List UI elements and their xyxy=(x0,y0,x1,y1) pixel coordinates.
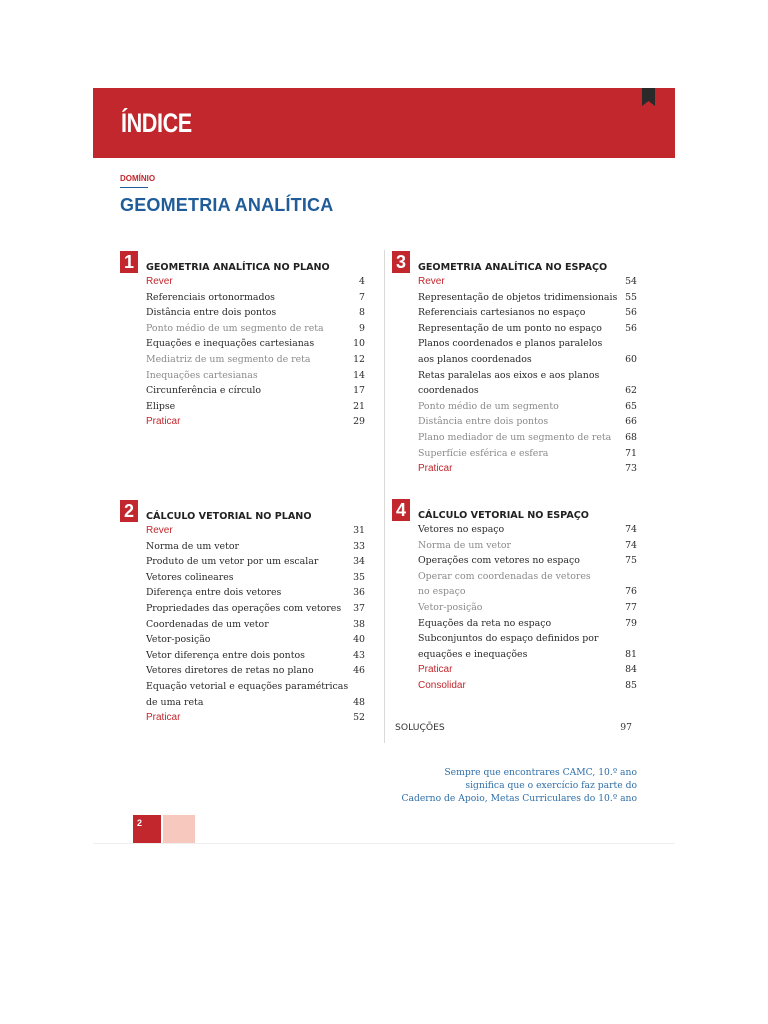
toc-entry-page: 74 xyxy=(625,524,637,535)
toc-entry-label: Praticar xyxy=(418,463,453,475)
toc-entry[interactable] xyxy=(418,678,637,694)
toc-entry[interactable] xyxy=(418,584,637,600)
toc-entry-label: equações e inequações xyxy=(418,648,528,660)
toc-entry-page: 12 xyxy=(353,353,365,365)
toc-entry-page: 36 xyxy=(353,587,365,599)
toc-entry-label: Praticar xyxy=(146,416,181,428)
toc-entry-label: Representação de objetos tridimensionais xyxy=(418,291,618,303)
toc-entry-label: Vetores colineares xyxy=(146,571,234,583)
toc-entry[interactable] xyxy=(146,679,365,695)
toc-entry-label: Distância entre dois pontos xyxy=(146,307,277,319)
toc-entry[interactable] xyxy=(418,616,637,632)
toc-entry-page: 65 xyxy=(625,400,637,412)
toc-entry[interactable] xyxy=(418,383,637,399)
toc-entry[interactable] xyxy=(146,663,365,679)
toc-entry-label: Rever xyxy=(146,525,173,536)
toc-entry-label: Elipse xyxy=(146,400,176,412)
toc-entry-label: Norma de um vetor xyxy=(146,540,239,552)
toc-entry[interactable] xyxy=(146,710,365,726)
toc-entry[interactable] xyxy=(146,383,365,399)
toc-entry-label: Consolidar xyxy=(418,679,466,691)
toc-entry-page: 38 xyxy=(353,618,365,630)
toc-entry[interactable] xyxy=(146,274,365,290)
toc-entry[interactable] xyxy=(418,569,637,585)
toc-entry-page: 33 xyxy=(353,540,365,552)
toc-entry-page: 21 xyxy=(353,400,365,412)
toc-entry[interactable] xyxy=(418,522,637,538)
toc-entry-label: Praticar xyxy=(418,664,453,676)
toc-entry[interactable] xyxy=(418,274,637,290)
toc-entry-label: Equações da reta no espaço xyxy=(418,617,552,629)
toc-entry[interactable] xyxy=(418,553,637,569)
toc-entry-label: Representação de um ponto no espaço xyxy=(418,322,602,334)
toc-entry-page: 7 xyxy=(359,291,365,303)
column-divider xyxy=(384,250,385,743)
toc-entry-page: 14 xyxy=(353,369,365,381)
toc-entry-label: Coordenadas de um vetor xyxy=(146,618,269,630)
toc-entry-page: 10 xyxy=(353,338,365,350)
toc-entry-label: Ponto médio de um segmento xyxy=(418,400,559,412)
toc-entry[interactable] xyxy=(146,523,365,539)
toc-entry-label: Vetores diretores de retas no plano xyxy=(146,665,314,677)
toc-entry-label: Vetor-posição xyxy=(146,634,211,646)
toc-entry[interactable] xyxy=(146,554,365,570)
toc-entry-label: de uma reta xyxy=(146,696,204,708)
toc-entry-page: 74 xyxy=(625,539,637,551)
toc-entry[interactable] xyxy=(146,399,365,415)
toc-entry[interactable] xyxy=(418,321,637,337)
toc-entry-page: 8 xyxy=(359,307,365,319)
toc-entry[interactable] xyxy=(146,648,365,664)
toc-entry-page: 84 xyxy=(625,664,637,676)
toc-entry[interactable] xyxy=(418,662,637,678)
toc-entry-label: Subconjuntos do espaço definidos por xyxy=(418,633,599,645)
toc-entry[interactable] xyxy=(418,430,637,446)
toc-entry-label: Operar com coordenadas de vetores xyxy=(418,570,591,582)
toc-entry-page: 31 xyxy=(353,525,365,536)
section-entries xyxy=(120,523,365,726)
toc-entry-page: 56 xyxy=(625,307,637,319)
toc-entry[interactable] xyxy=(146,695,365,711)
toc-entry-label: Plano mediador de um segmento de reta xyxy=(418,431,612,443)
domain-label: DOMÍNIO xyxy=(120,174,156,183)
section-title: GEOMETRIA ANALÍTICA NO PLANO xyxy=(146,262,330,273)
page-number: 2 xyxy=(137,818,143,828)
solucoes-entry[interactable] xyxy=(395,722,632,736)
toc-entry-page: 75 xyxy=(625,555,637,567)
toc-entry-page: 55 xyxy=(625,291,637,303)
toc-entry[interactable] xyxy=(146,290,365,306)
toc-entry-label: Superfície esférica e esfera xyxy=(418,447,549,459)
toc-entry-page: 52 xyxy=(353,712,365,724)
toc-entry-page: 29 xyxy=(353,416,365,428)
toc-entry-label: Referenciais cartesianos no espaço xyxy=(418,307,586,319)
toc-entry-label: Propriedades das operações com vetores xyxy=(146,602,342,614)
toc-entry[interactable] xyxy=(418,368,637,384)
note-line: Caderno de Apoio, Metas Curriculares do 10.º ano xyxy=(401,793,637,804)
page-tab-accent xyxy=(163,815,195,843)
toc-entry-label: Rever xyxy=(146,276,173,287)
page-title: ÍNDICE xyxy=(121,108,192,138)
camc-note xyxy=(400,766,637,805)
toc-entry-page: 73 xyxy=(625,463,637,475)
toc-entry[interactable] xyxy=(418,336,637,352)
header-banner xyxy=(93,88,675,158)
toc-entry[interactable] xyxy=(418,461,637,477)
toc-entry[interactable] xyxy=(146,305,365,321)
section-title: CÁLCULO VETORIAL NO PLANO xyxy=(146,511,312,522)
section-2 xyxy=(120,502,365,726)
toc-entry-label: Norma de um vetor xyxy=(418,539,511,551)
toc-entry-page: 34 xyxy=(353,556,365,568)
toc-entry-label: Referenciais ortonormados xyxy=(146,291,275,303)
toc-entry[interactable] xyxy=(146,321,365,337)
toc-entry[interactable] xyxy=(146,414,365,430)
footer-divider xyxy=(93,843,675,844)
toc-entry-page: 40 xyxy=(353,634,365,646)
toc-entry-label: no espaço xyxy=(418,586,466,598)
toc-entry[interactable] xyxy=(146,601,365,617)
toc-entry[interactable] xyxy=(418,647,637,663)
toc-entry-page: 54 xyxy=(625,276,637,287)
toc-entry-page: 68 xyxy=(625,431,637,443)
toc-entry[interactable] xyxy=(146,585,365,601)
toc-entry-label: Vetores no espaço xyxy=(418,524,505,535)
bookmark-icon xyxy=(642,88,655,106)
toc-entry[interactable] xyxy=(146,539,365,555)
toc-entry[interactable] xyxy=(146,632,365,648)
toc-entry[interactable] xyxy=(146,368,365,384)
toc-entry-label: Distância entre dois pontos xyxy=(418,416,549,428)
toc-entry-page: 71 xyxy=(625,447,637,459)
section-title: GEOMETRIA ANALÍTICA NO ESPAÇO xyxy=(418,262,608,273)
toc-entry-page: 46 xyxy=(353,665,365,677)
toc-entry-page: 77 xyxy=(625,601,637,613)
section-number: 2 xyxy=(120,500,138,522)
toc-entry[interactable] xyxy=(418,414,637,430)
section-1 xyxy=(120,253,365,430)
toc-entry-label: aos planos coordenados xyxy=(418,353,532,365)
note-line: Sempre que encontrares CAMC, 10.º ano xyxy=(444,767,637,778)
toc-entry[interactable] xyxy=(418,290,637,306)
section-number: 3 xyxy=(392,251,410,273)
toc-entry-label: Mediatriz de um segmento de reta xyxy=(146,353,311,365)
toc-entry-label: Circunferência e círculo xyxy=(146,385,262,397)
section-3 xyxy=(392,253,637,477)
toc-entry[interactable] xyxy=(146,352,365,368)
section-entries xyxy=(392,522,637,694)
toc-entry-label: Ponto médio de um segmento de reta xyxy=(146,322,324,334)
toc-entry-page: 60 xyxy=(625,353,637,365)
toc-entry-label: Produto de um vetor por um escalar xyxy=(146,556,319,568)
toc-entry[interactable] xyxy=(418,352,637,368)
domain-underline xyxy=(120,187,148,188)
toc-entry-page: 79 xyxy=(625,617,637,629)
toc-entry[interactable] xyxy=(146,617,365,633)
toc-entry-label: coordenados xyxy=(418,385,479,397)
toc-entry-page: 37 xyxy=(353,602,365,614)
toc-entry-label: Inequações cartesianas xyxy=(146,369,258,381)
toc-entry[interactable] xyxy=(418,446,637,462)
page-number-tab xyxy=(133,815,161,843)
toc-entry-label: Vetor diferença entre dois pontos xyxy=(146,649,305,661)
toc-entry[interactable] xyxy=(418,305,637,321)
toc-entry-page: 4 xyxy=(359,276,365,287)
note-line: significa que o exercício faz parte do xyxy=(465,780,637,791)
toc-entry-page: 17 xyxy=(353,385,365,397)
toc-entry-page: 56 xyxy=(625,322,637,334)
toc-entry-page: 81 xyxy=(625,648,637,660)
toc-entry[interactable] xyxy=(418,538,637,554)
toc-entry-label: Vetor-posição xyxy=(418,601,483,613)
toc-entry-label: Retas paralelas aos eixos e aos planos xyxy=(418,369,600,381)
toc-entry-label: Rever xyxy=(418,276,445,287)
toc-entry-label: Planos coordenados e planos paralelos xyxy=(418,338,603,350)
section-number: 1 xyxy=(120,251,138,273)
toc-entry-label: Praticar xyxy=(146,712,181,724)
toc-entry[interactable] xyxy=(146,570,365,586)
toc-entry-page: 62 xyxy=(625,385,637,397)
section-title: CÁLCULO VETORIAL NO ESPAÇO xyxy=(418,510,589,521)
toc-entry-page: 43 xyxy=(353,649,365,661)
toc-entry-label: Equações e inequações cartesianas xyxy=(146,338,315,350)
section-4 xyxy=(392,501,637,694)
toc-entry-label: Diferença entre dois vetores xyxy=(146,587,282,599)
toc-entry-page: 9 xyxy=(359,322,365,334)
toc-entry-page: 48 xyxy=(353,696,365,708)
section-number: 4 xyxy=(392,499,410,521)
toc-entry-page: 76 xyxy=(625,586,637,598)
toc-entry[interactable] xyxy=(418,600,637,616)
toc-entry-page: 85 xyxy=(625,679,637,691)
domain-title: GEOMETRIA ANALÍTICA xyxy=(120,195,334,215)
section-entries xyxy=(392,274,637,477)
toc-entry[interactable] xyxy=(146,336,365,352)
toc-entry-label: Operações com vetores no espaço xyxy=(418,555,580,567)
toc-entry-page: 35 xyxy=(353,571,365,583)
solucoes-page: 97 xyxy=(620,722,632,733)
toc-entry[interactable] xyxy=(418,399,637,415)
section-entries xyxy=(120,274,365,430)
toc-entry-page: 66 xyxy=(625,416,637,428)
toc-entry[interactable] xyxy=(418,631,637,647)
toc-entry-label: Equação vetorial e equações paramétricas xyxy=(146,680,349,692)
solucoes-label: SOLUÇÕES xyxy=(395,722,445,733)
